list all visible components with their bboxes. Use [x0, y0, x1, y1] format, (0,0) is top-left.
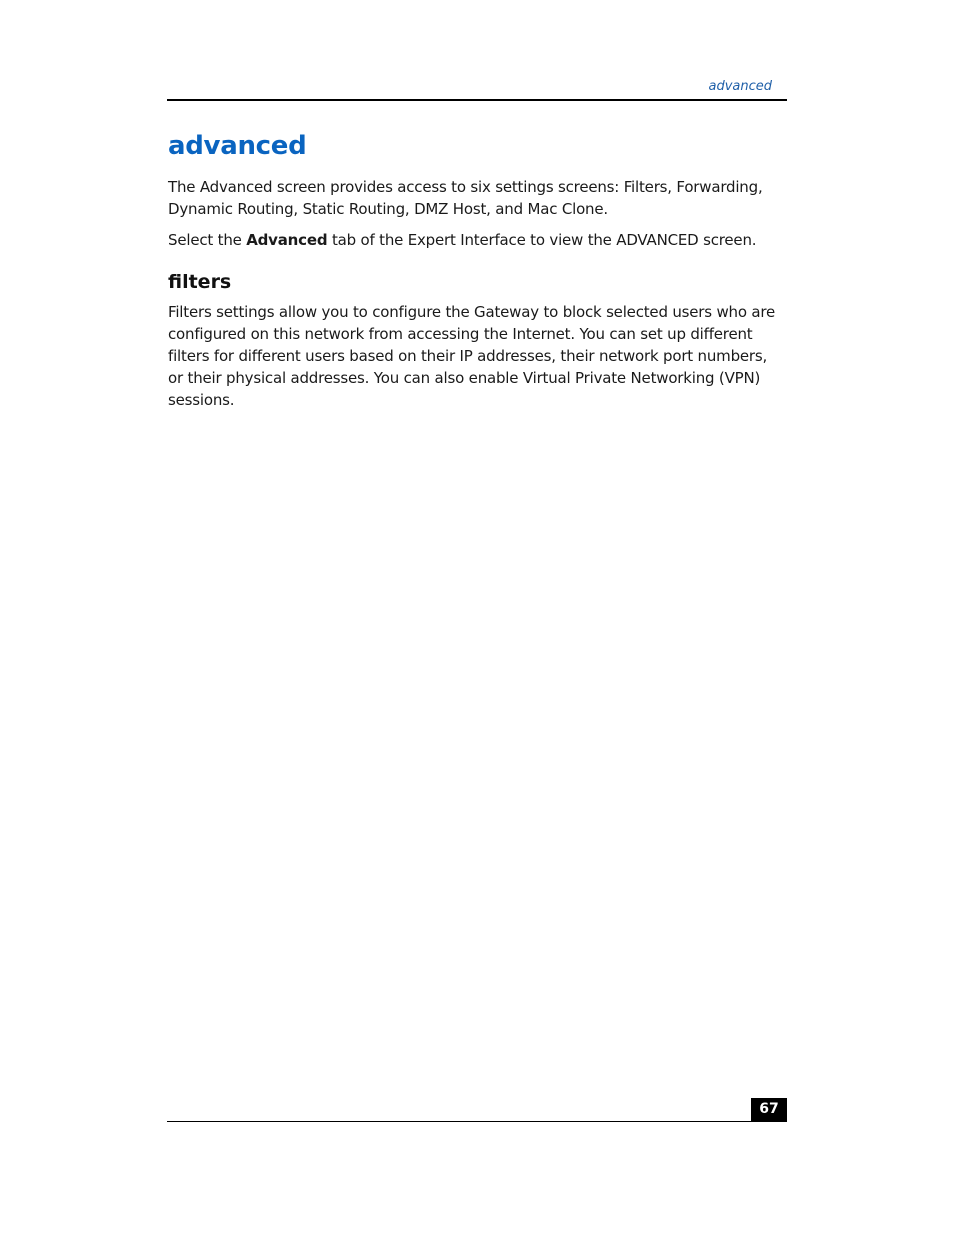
intro-paragraph: The Advanced screen provides access to six settings screens: Filters, Forwarding, Dynamic Routing, Static Routing, DMZ Host, and Mac Clone. [168, 178, 763, 218]
instruction-tab-name: Advanced [246, 231, 328, 249]
footer-rule [167, 1121, 787, 1122]
section-heading-filters: filters [168, 271, 232, 293]
page-content [168, 128, 786, 420]
running-header: advanced [708, 79, 772, 94]
filters-paragraph: Filters settings allow you to configure the Gateway to block selected users who are configured on this network from accessing the Internet. You can set up different filters for different users based on their IP addresses, their network port numbers, or their physical addresses. You can also enable Virtual Private Networking (VPN) sessions. [168, 303, 776, 409]
header-rule [167, 99, 787, 101]
instruction-paragraph [168, 229, 786, 251]
instruction-text-before: Select the [168, 231, 247, 249]
instruction-text-after: tab of the Expert Interface to view the ADVANCED screen. [327, 231, 757, 249]
page-title: advanced [168, 131, 307, 161]
page-number-badge: 67 [751, 1098, 787, 1122]
